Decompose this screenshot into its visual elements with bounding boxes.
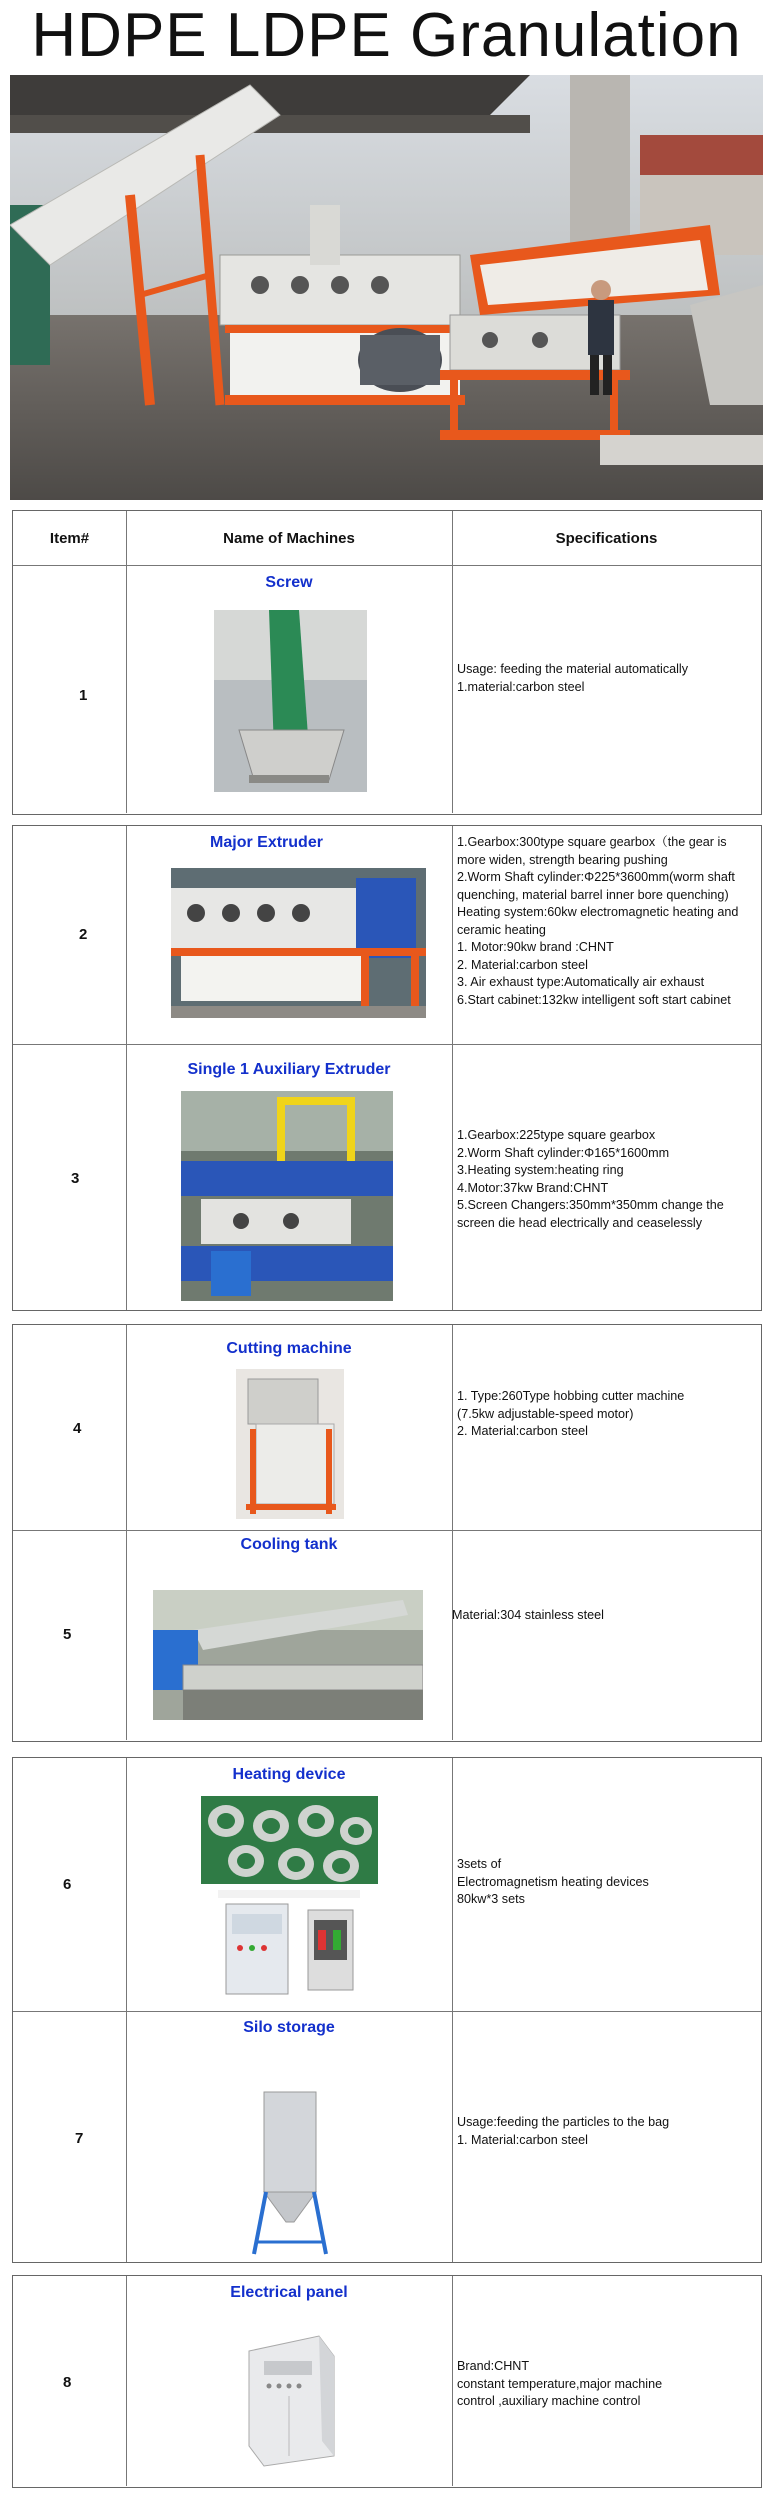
machine-table-segment-4 bbox=[12, 1757, 762, 2263]
auxiliary-extruder-photo bbox=[181, 1091, 393, 1301]
table-header-row bbox=[13, 511, 761, 565]
table-row bbox=[13, 1758, 761, 2011]
machine-name: Cutting machine bbox=[226, 1340, 352, 1357]
silo-storage-photo bbox=[246, 2082, 331, 2257]
table-row bbox=[13, 565, 761, 813]
machine-table-segment-1 bbox=[12, 510, 762, 815]
item-number: 2 bbox=[79, 926, 88, 943]
item-number: 6 bbox=[63, 1876, 72, 1893]
cooling-tank-photo bbox=[153, 1590, 423, 1720]
spec-list: Usage: feeding the material automatically 1.material:carbon steel bbox=[457, 662, 689, 694]
page-title: HDPE LDPE Granulation bbox=[31, 1, 742, 70]
screw-conveyor-photo bbox=[214, 610, 367, 792]
item-number: 1 bbox=[79, 687, 88, 704]
item-number: 3 bbox=[71, 1170, 80, 1187]
granulation-line-photo bbox=[10, 75, 763, 500]
table-row bbox=[13, 1325, 761, 1530]
table-row bbox=[13, 1044, 761, 1310]
header-spec: Specifications bbox=[555, 529, 658, 547]
spec-list: Brand:CHNT constant temperature,major machine control ,auxiliary machine control bbox=[457, 2359, 663, 2408]
item-number: 8 bbox=[63, 2374, 72, 2391]
table-row bbox=[13, 1530, 761, 1740]
electrical-panel-photo bbox=[234, 2316, 352, 2476]
table-row bbox=[13, 826, 761, 1044]
heating-cabinet-photo bbox=[218, 1890, 360, 1998]
machine-name: Screw bbox=[265, 574, 313, 591]
header-name: Name of Machines bbox=[223, 529, 355, 547]
machine-name: Major Extruder bbox=[210, 834, 323, 851]
item-number: 5 bbox=[63, 1626, 72, 1643]
machine-table-segment-3 bbox=[12, 1324, 762, 1742]
machine-name: Silo storage bbox=[243, 2019, 335, 2036]
machine-name: Electrical panel bbox=[230, 2284, 348, 2301]
spec-list: 3sets of Electromagnetism heating devices 80kw*3 sets bbox=[457, 1857, 649, 1906]
table-row bbox=[13, 2011, 761, 2262]
machine-name: Single 1 Auxiliary Extruder bbox=[187, 1061, 391, 1078]
spec-list: 1.Gearbox:300type square gearbox（the gear is more widen, strength bearing pushing 2.Worm Shaft cylinder:Φ225*3600mm(worm shaft quenching, material barrel inner bore quenching) Heating system:60kw electromagnetic heating and ceramic heating 1. Motor:90kw brand :CHNT 2. Material:carbon steel 3. Air exhaust type:Automatically air exhaust 6.Start cabinet:132kw intelligent soft start cabinet bbox=[457, 835, 739, 1007]
spec-list: Usage:feeding the particles to the bag 1. Material:carbon steel bbox=[457, 2115, 670, 2147]
table-row bbox=[13, 2276, 761, 2486]
machine-name: Cooling tank bbox=[240, 1536, 338, 1553]
machine-name: Heating device bbox=[232, 1766, 346, 1783]
header-item: Item# bbox=[49, 529, 90, 547]
heating-rings-photo bbox=[201, 1796, 378, 1884]
cutting-machine-photo bbox=[236, 1369, 344, 1519]
major-extruder-photo bbox=[171, 868, 426, 1018]
spec-list: Material:304 stainless steel bbox=[452, 1608, 604, 1622]
spec-list: 1. Type:260Type hobbing cutter machine (7.5kw adjustable-speed motor) 2. Material:carbon steel bbox=[457, 1389, 685, 1438]
spec-list: 1.Gearbox:225type square gearbox 2.Worm Shaft cylinder:Φ165*1600mm 3.Heating system:heating ring 4.Motor:37kw Brand:CHNT 5.Screen Changers:350mm*350mm change the screen die head electrically and ceaselessly bbox=[457, 1128, 724, 1230]
machine-table-segment-2 bbox=[12, 825, 762, 1311]
machine-table-segment-5 bbox=[12, 2275, 762, 2488]
item-number: 7 bbox=[75, 2130, 84, 2147]
item-number: 4 bbox=[73, 1420, 82, 1437]
